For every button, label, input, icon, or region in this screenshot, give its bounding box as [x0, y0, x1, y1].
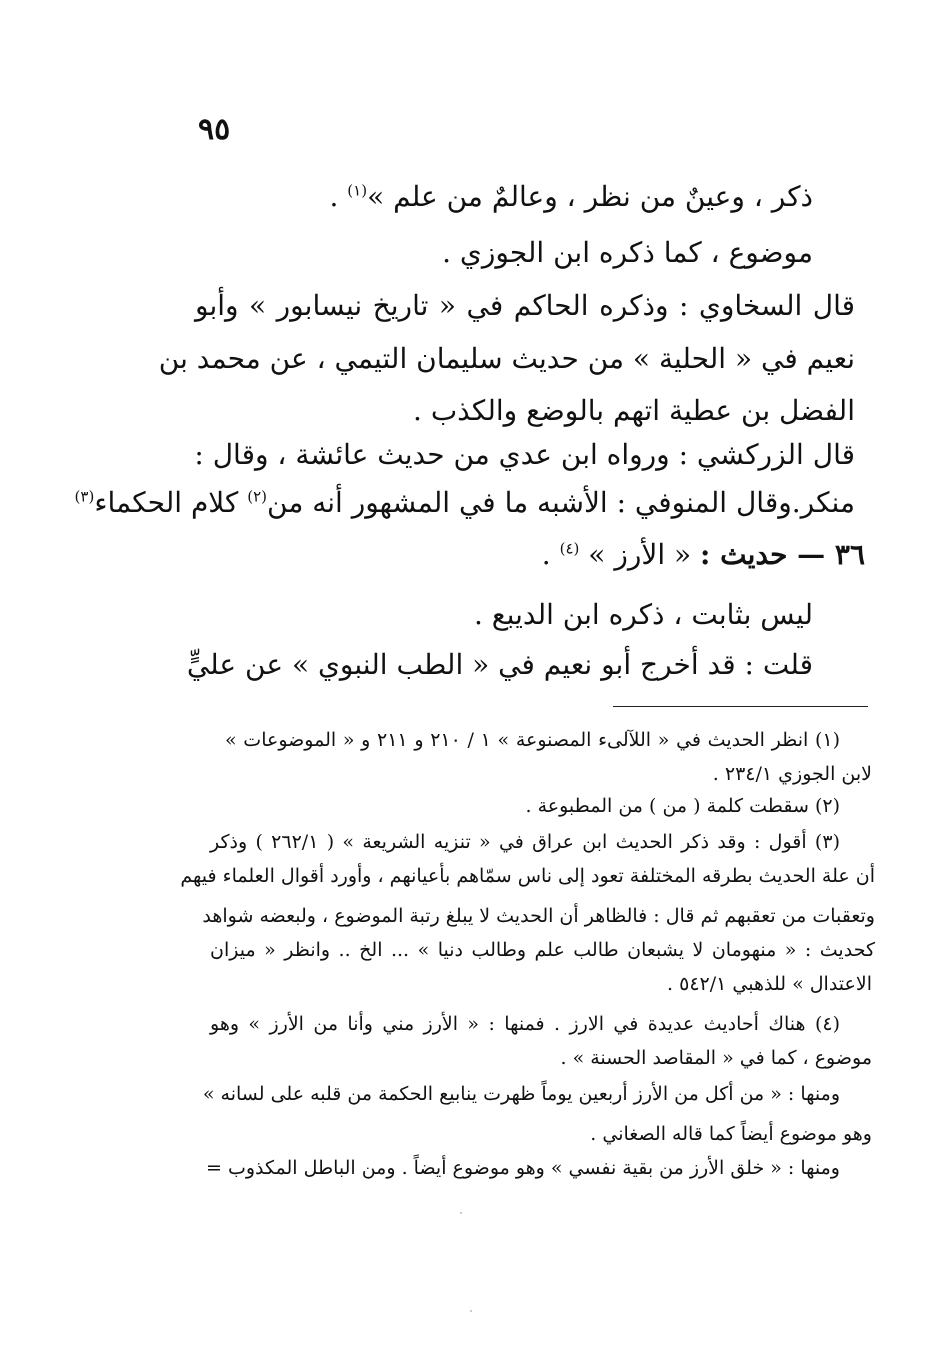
text-segment: كلام الحكماء [94, 486, 248, 519]
footnote-ref: (٢) [247, 487, 267, 506]
footnote-line: الاعتدال » للذهبي ٥٤٢/١ . [667, 973, 872, 995]
footnote-line: موضوع ، كما في « المقاصد الحسنة » . [560, 1047, 872, 1069]
text-line [74, 486, 855, 520]
text-segment: منكر.وقال المنوفي : الأشبه ما في المشهور أنه من [267, 486, 855, 519]
footnote-ref: (٣) [74, 487, 95, 506]
footnote-separator [613, 706, 868, 707]
text-segment: ذكر ، وعينٌ من نظر ، وعالمٌ من علم » [367, 180, 813, 213]
footnote-line: (٣) أقول : وقد ذكر الحديث ابن عراق في « تنزيه الشريعة » ( ٢٦٢/١ ) وذكر [210, 831, 840, 853]
text-line [329, 180, 813, 214]
footnote-line: ومنها : « خلق الأرز من بقية نفسي » وهو موضوع أيضاً . ومن الباطل المكذوب = [206, 1157, 840, 1179]
text-line: ليس بثابت ، ذكره ابن الديبع . [473, 598, 813, 631]
text-segment: . [541, 538, 560, 571]
text-line: قال الزركشي : ورواه ابن عدي من حديث عائشة ، وقال : [194, 438, 855, 471]
scan-speck [470, 1310, 472, 1312]
hadith-title: « الأرز » [579, 538, 701, 571]
footnote-line: أن علة الحديث بطرقه المختلفة تعود إلى ناس سمّاهم بأعيانهم ، وأورد أقوال العلماء فيهم [180, 865, 875, 887]
text-line: الفضل بن عطية اتهم بالوضع والكذب . [413, 394, 855, 427]
scan-speck [460, 1212, 462, 1214]
hadith-number: ٣٦ — حديث : [700, 538, 865, 571]
footnote-line: وهو موضوع أيضاً كما قاله الصغاني . [590, 1123, 872, 1145]
footnote-line: ومنها : « من أكل من الأرز أربعين يوماً ظهرت ينابيع الحكمة من قلبه على لسانه » [202, 1083, 840, 1105]
text-line: نعيم في « الحلية » من حديث سليمان التيمي ، عن محمد بن [158, 342, 855, 375]
text-line: قلت : قد أخرج أبو نعيم في « الطب النبوي » عن عليٍّ [186, 648, 813, 681]
main-text [74, 0, 865, 700]
footnote-line: (١) انظر الحديث في « اللآلىء المصنوعة » ١ / ٢١٠ و ٢١١ و « الموضوعات » [225, 729, 840, 751]
text-line: موضوع ، كما ذكره ابن الجوزي . [442, 236, 813, 269]
text-line: قال السخاوي : وذكره الحاكم في « تاريخ نيسابور » وأبو [195, 289, 855, 322]
footnote-line: وتعقبات من تعقبهم ثم قال : فالظاهر أن الحديث لا يبلغ رتبة الموضوع ، ولبعضه شواهد [202, 905, 875, 927]
footnote-line: لابن الجوزي ٢٣٤/١ . [712, 763, 872, 785]
footnote-line: (٤) هناك أحاديث عديدة في الارز . فمنها : « الأرز مني وأنا من الأرز » وهو [210, 1013, 840, 1035]
text-segment: . [329, 180, 348, 213]
hadith-heading [542, 538, 865, 572]
footnote-line: كحديث : « منهومان لا يشبعان طالب علم وطالب دنيا » ... الخ .. وانظر « ميزان [210, 939, 875, 961]
footnote-line: (٢) سقطت كلمة ( من ) من المطبوعة . [525, 795, 840, 817]
footnote-ref: (٤) [559, 539, 580, 558]
page-number: ٩٥ [198, 112, 231, 147]
footnote-ref: (١) [347, 181, 368, 200]
